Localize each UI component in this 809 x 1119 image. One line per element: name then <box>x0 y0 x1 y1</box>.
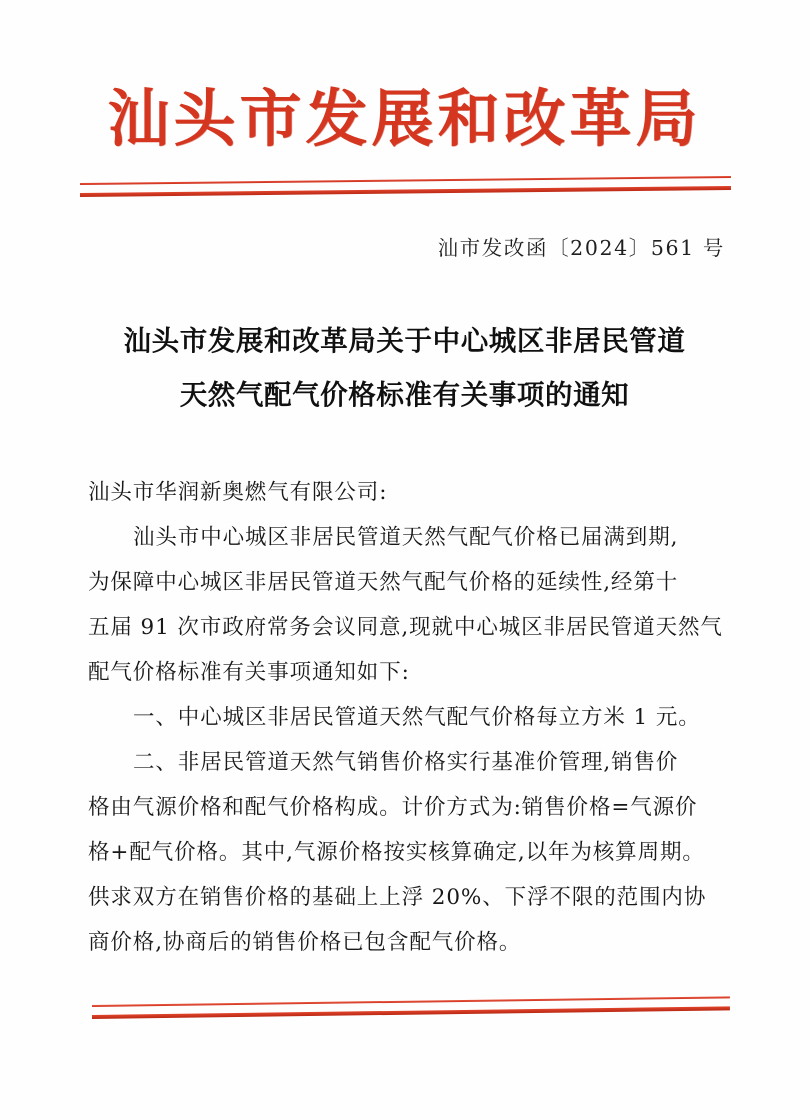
header-rule-thick <box>80 186 731 197</box>
body-line: 供求双方在销售价格的基础上上浮 20%、下浮不限的范围内协 <box>88 885 707 910</box>
document-body <box>88 470 726 965</box>
header-rule-thin <box>80 176 731 185</box>
document-number: 汕市发改函〔2024〕561 号 <box>437 236 725 260</box>
body-line: 格+配气价格。其中,气源价格按实核算确定,以年为核算周期。 <box>88 840 705 865</box>
body-line: 五届 91 次市政府常务会议同意,现就中心城区非居民管道天然气 <box>88 615 723 640</box>
footer-rule-thick <box>92 1006 730 1019</box>
addressee: 汕头市华润新奥燃气有限公司: <box>88 480 388 505</box>
title-line-1: 汕头市发展和改革局关于中心城区非居民管道 <box>123 325 686 357</box>
body-line: 为保障中心城区非居民管道天然气配气价格的延续性,经第十 <box>88 570 679 595</box>
page-title <box>0 314 809 422</box>
header-red-rules <box>0 176 809 210</box>
body-line: 汕头市中心城区非居民管道天然气配气价格已届满到期, <box>133 525 679 550</box>
body-line: 格由气源价格和配气价格构成。计价方式为:销售价格=气源价 <box>88 795 698 820</box>
body-line: 商价格,协商后的销售价格已包含配气价格。 <box>88 930 522 955</box>
body-line: 配气价格标准有关事项通知如下: <box>88 660 410 685</box>
letterhead <box>0 82 809 155</box>
body-item-2: 二、非居民管道天然气销售价格实行基准价管理,销售价 <box>133 750 679 775</box>
body-item-1: 一、中心城区非居民管道天然气配气价格每立方米 1 元。 <box>133 705 701 730</box>
title-line-2: 天然气配气价格标准有关事项的通知 <box>179 379 630 411</box>
footer-red-rules <box>0 996 809 1036</box>
footer-rule-thin <box>92 996 730 1007</box>
issuing-agency-title: 汕头市发展和改革局 <box>107 82 702 155</box>
